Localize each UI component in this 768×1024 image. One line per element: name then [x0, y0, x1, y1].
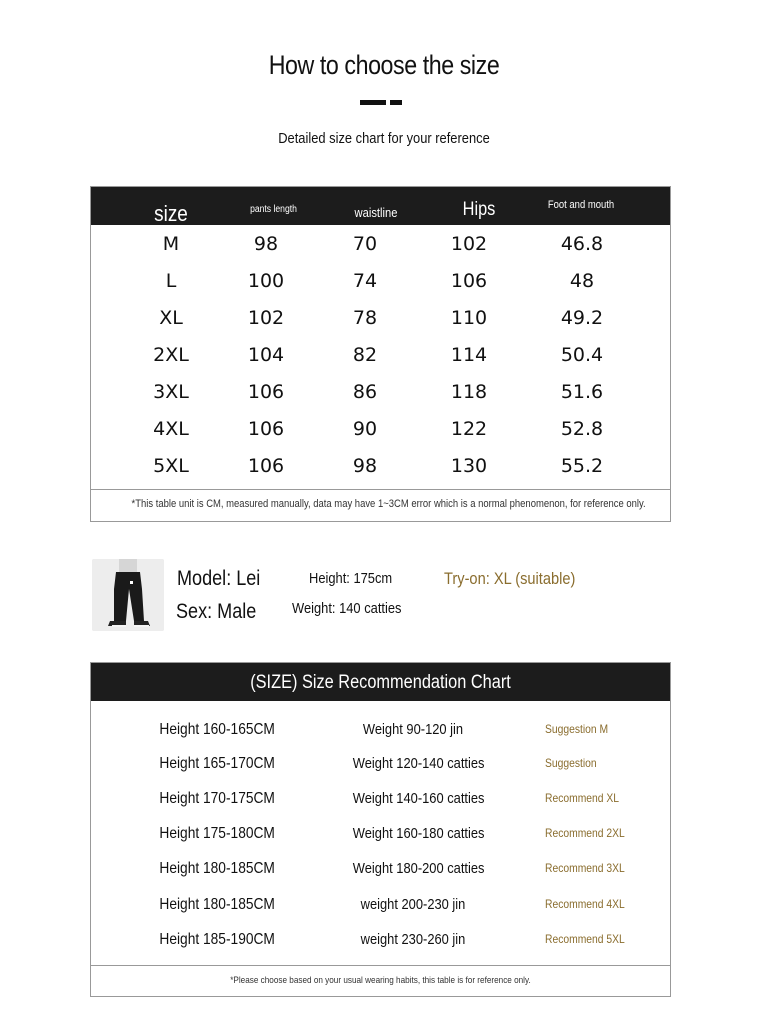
cell-weight: Weight 90-120 jin — [362, 721, 464, 738]
table-row — [91, 337, 670, 374]
header-waistline: waistline — [354, 205, 398, 220]
cell-weight: Weight 140-160 catties — [352, 790, 485, 807]
table-row — [91, 411, 670, 448]
cell-recommendation: Recommend 2XL — [545, 826, 625, 840]
cell-hips: 122 — [450, 418, 488, 440]
table-row — [91, 781, 670, 816]
table-divider — [91, 965, 670, 966]
cell-height: Height 175-180CM — [159, 825, 275, 842]
cell-pants-length: 100 — [247, 270, 285, 292]
cell-foot-mouth: 55.2 — [560, 455, 604, 477]
table-row — [91, 300, 670, 337]
cell-waistline: 90 — [352, 418, 378, 440]
cell-waistline: 74 — [352, 270, 378, 292]
table-row — [91, 226, 670, 263]
title-dash-divider — [360, 100, 410, 106]
model-photo — [92, 559, 164, 631]
table-row — [91, 816, 670, 851]
cell-pants-length: 106 — [247, 418, 285, 440]
cell-weight: Weight 180-200 catties — [352, 860, 485, 877]
cell-height: Height 185-190CM — [159, 931, 275, 948]
dash-long — [360, 100, 386, 105]
cell-pants-length: 106 — [247, 455, 285, 477]
cell-foot-mouth: 46.8 — [560, 233, 604, 255]
cell-size: L — [165, 270, 177, 292]
size-recommendation-table — [90, 662, 671, 997]
cell-hips: 102 — [450, 233, 488, 255]
cell-recommendation: Recommend 4XL — [545, 897, 625, 911]
page-subtitle: Detailed size chart for your reference — [278, 130, 490, 147]
cell-size: 3XL — [153, 381, 189, 403]
recommendation-header — [91, 663, 670, 701]
size-chart-note: *This table unit is CM, measured manually, data may have 1~3CM error which is a normal phenomenon, for reference only. — [131, 498, 646, 510]
header-size: size — [154, 201, 188, 226]
recommendation-note: *Please choose based on your usual wearing habits, this table is for reference only. — [230, 975, 531, 986]
model-sex: Sex: Male — [176, 600, 257, 623]
cell-recommendation: Suggestion — [545, 756, 597, 770]
table-row — [91, 746, 670, 781]
cell-waistline: 70 — [352, 233, 378, 255]
cell-foot-mouth: 48 — [569, 270, 595, 292]
dash-short — [390, 100, 402, 105]
cell-height: Height 180-185CM — [159, 896, 275, 913]
table-row — [91, 922, 670, 957]
cell-weight: Weight 160-180 catties — [352, 825, 485, 842]
cell-weight: weight 230-260 jin — [360, 931, 466, 948]
cell-height: Height 165-170CM — [159, 755, 275, 772]
cell-weight: Weight 120-140 catties — [352, 755, 485, 772]
header-hips: Hips — [462, 199, 496, 220]
cell-waistline: 86 — [352, 381, 378, 403]
cell-weight: weight 200-230 jin — [360, 896, 466, 913]
header-pants-length: pants length — [250, 204, 297, 215]
table-divider — [91, 489, 670, 490]
cell-recommendation: Recommend 5XL — [545, 932, 625, 946]
cell-waistline: 82 — [352, 344, 378, 366]
cell-pants-length: 102 — [247, 307, 285, 329]
cell-foot-mouth: 52.8 — [560, 418, 604, 440]
table-row — [91, 712, 670, 747]
model-height: Height: 175cm — [309, 570, 393, 587]
cell-hips: 130 — [450, 455, 488, 477]
cell-foot-mouth: 49.2 — [560, 307, 604, 329]
cell-hips: 114 — [450, 344, 488, 366]
cell-size: M — [162, 233, 180, 255]
cell-size: 2XL — [153, 344, 189, 366]
table-row — [91, 374, 670, 411]
cell-size: 4XL — [153, 418, 189, 440]
cell-hips: 118 — [450, 381, 488, 403]
cell-hips: 110 — [450, 307, 488, 329]
header-foot-mouth: Foot and mouth — [547, 199, 615, 211]
cell-recommendation: Suggestion M — [545, 722, 609, 736]
table-row — [91, 851, 670, 886]
cell-pants-length: 106 — [247, 381, 285, 403]
cell-hips: 106 — [450, 270, 488, 292]
table-row — [91, 448, 670, 485]
cell-foot-mouth: 50.4 — [560, 344, 604, 366]
cell-foot-mouth: 51.6 — [560, 381, 604, 403]
cell-waistline: 78 — [352, 307, 378, 329]
model-name: Model: Lei — [177, 567, 261, 590]
model-try-on: Try-on: XL (suitable) — [444, 569, 576, 588]
cell-pants-length: 98 — [253, 233, 279, 255]
table-row — [91, 263, 670, 300]
cell-recommendation: Recommend 3XL — [545, 861, 625, 875]
cell-pants-length: 104 — [247, 344, 285, 366]
cell-size: 5XL — [153, 455, 189, 477]
model-figure-icon — [92, 559, 164, 631]
cell-waistline: 98 — [352, 455, 378, 477]
recommendation-title: (SIZE) Size Recommendation Chart — [250, 672, 511, 693]
cell-size: XL — [159, 307, 183, 329]
size-chart-header — [91, 187, 670, 225]
cell-height: Height 180-185CM — [159, 860, 275, 877]
cell-height: Height 170-175CM — [159, 790, 275, 807]
page-title: How to choose the size — [268, 50, 500, 80]
cell-recommendation: Recommend XL — [545, 791, 620, 805]
size-chart-table — [90, 186, 671, 522]
cell-height: Height 160-165CM — [159, 721, 275, 738]
model-weight: Weight: 140 catties — [292, 600, 402, 617]
table-row — [91, 887, 670, 922]
